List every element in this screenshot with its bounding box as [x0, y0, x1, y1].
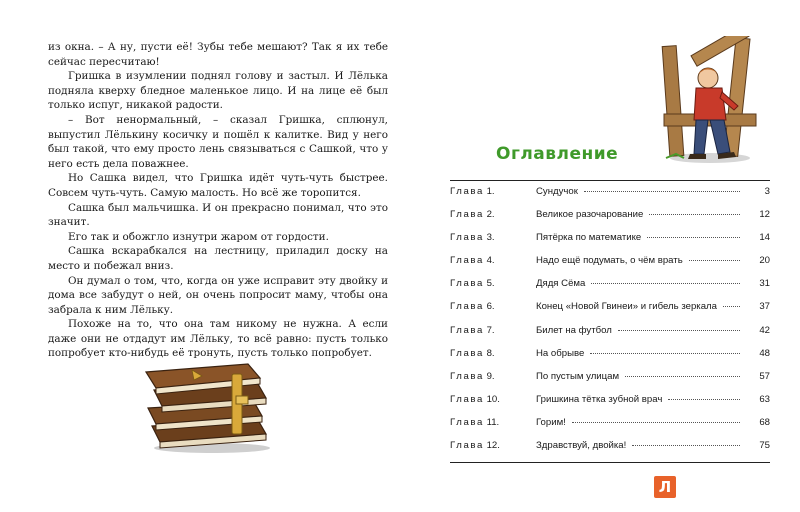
chapter-page: 37 [759, 301, 770, 313]
leader-dots [572, 422, 740, 423]
chapter-title: Дядя Сёма [536, 278, 586, 290]
chapter-page: 42 [759, 324, 770, 336]
toc-row [450, 232, 770, 255]
toc-row [450, 394, 770, 417]
chapter-index: 8. [486, 347, 495, 359]
chapter-number [450, 371, 536, 382]
chapter-index: 10. [486, 393, 500, 405]
chapter-prefix: Глава [450, 255, 484, 267]
leader-dots [668, 399, 740, 400]
chapter-number [450, 325, 536, 336]
chapter-page: 12 [759, 209, 770, 221]
chapter-number [450, 348, 536, 359]
chapter-number [450, 232, 536, 243]
chapter-prefix: Глава [450, 209, 484, 221]
chapter-title: По пустым улицам [536, 370, 620, 382]
toc-row [450, 278, 770, 301]
chapter-title: Гришкина тётка зубной врач [536, 393, 663, 405]
chapter-page: 68 [759, 416, 770, 428]
toc-row [450, 209, 770, 232]
leader-dots [591, 283, 740, 284]
chapter-title: Горим! [536, 416, 566, 428]
book-stack-illustration [140, 356, 280, 456]
chapter-title: Надо ещё подумать, о чём врать [536, 255, 683, 267]
leader-dots [625, 376, 740, 377]
chapter-title: На обрыве [536, 347, 585, 359]
leader-dots [618, 330, 740, 331]
chapter-index: 5. [486, 278, 495, 290]
chapter-prefix: Глава [450, 186, 484, 197]
toc-row [450, 301, 770, 324]
table-of-contents [450, 186, 770, 463]
chapter-page: 48 [759, 347, 770, 359]
chapter-page: 31 [759, 278, 770, 290]
paragraph: Но Сашка видел, что Гришка идёт чуть-чуть быстрее. Совсем чуть-чуть. Самую малость. Но всё же торопится. [48, 172, 388, 199]
toc-row [450, 186, 770, 209]
paragraph: Сашка был мальчишка. И он прекрасно понимал, что это значит. [48, 201, 388, 229]
chapter-prefix: Глава [450, 347, 484, 359]
paragraph: – Вот ненормальный, – сказал Гришка, сплюнул, выпустил Лёлькину косичку и пошёл к калитке. Вид у него был такой, что ему просто лень связываться с Сашкой, что у него есть дела поважнее. [48, 113, 388, 170]
boy-with-planks-illustration [660, 36, 760, 166]
chapter-index: 6. [486, 301, 495, 313]
chapter-number [450, 278, 536, 289]
chapter-title: Великое разочарование [536, 209, 644, 221]
chapter-index: 2. [486, 209, 495, 221]
chapter-page: 75 [759, 440, 770, 452]
chapter-index: 9. [486, 370, 495, 382]
toc-row [450, 348, 770, 371]
chapter-index: 1. [486, 186, 495, 197]
chapter-number [450, 417, 536, 428]
chapter-number [450, 186, 536, 197]
chapter-page: 57 [759, 370, 770, 382]
toc-bottom-rule [450, 462, 770, 463]
chapter-prefix: Глава [450, 301, 484, 313]
toc-row [450, 440, 770, 463]
leader-dots [647, 237, 740, 238]
paragraph: из окна. – А ну, пусти её! Зубы тебе мешают? Так я их тебе сейчас пересчитаю! [48, 41, 388, 68]
chapter-title: Билет на футбол [536, 324, 612, 336]
paragraph: Сашка вскарабкался на лестницу, приладил доску на место и побежал вниз. [48, 245, 388, 272]
chapter-title: Сундучок [536, 186, 578, 197]
chapter-index: 4. [486, 255, 495, 267]
toc-row [450, 325, 770, 348]
chapter-index: 3. [486, 232, 495, 244]
chapter-number [450, 394, 536, 405]
paragraph: Он думал о том, что, когда он уже исправит эту двойку и дома все забудут о ней, он очень попросит маму, чтобы она забрала к ним Лёльку. [48, 274, 388, 316]
chapter-index: 7. [486, 324, 495, 336]
chapter-page: 20 [759, 255, 770, 267]
chapter-number [450, 255, 536, 266]
chapter-index: 12. [486, 440, 500, 452]
chapter-page: 63 [759, 393, 770, 405]
leader-dots [632, 445, 740, 446]
chapter-number [450, 440, 536, 451]
chapter-title: Здравствуй, двойка! [536, 440, 627, 452]
chapter-page: 14 [759, 232, 770, 244]
toc-row [450, 371, 770, 394]
chapter-page: 3 [764, 186, 770, 197]
leader-dots [723, 306, 740, 307]
story-text [48, 40, 388, 361]
chapter-index: 11. [486, 416, 500, 428]
paragraph: Похоже на то, что она там никому не нужна. А если даже они не отдадут им Лёльку, то всё равно: пусть только попробует кто-нибудь её тронуть, пусть только попробует. [48, 318, 388, 360]
leader-dots [590, 353, 740, 354]
toc-row [450, 417, 770, 440]
chapter-prefix: Глава [450, 416, 484, 428]
chapter-prefix: Глава [450, 278, 484, 290]
chapter-prefix: Глава [450, 232, 484, 244]
publisher-logo-icon: Л [654, 476, 676, 498]
paragraph: Гришка в изумлении поднял голову и застыл. И Лёлька подняла кверху бледное маленькое лицо. И на лице её был только испуг, никакой радости. [48, 70, 388, 112]
leader-dots [584, 191, 740, 192]
toc-row [450, 255, 770, 278]
chapter-title: Конец «Новой Гвинеи» и гибель зеркала [536, 301, 717, 313]
toc-title: Оглавление [496, 144, 619, 164]
leader-dots [689, 260, 740, 261]
chapter-number [450, 209, 536, 220]
chapter-prefix: Глава [450, 393, 484, 405]
chapter-number [450, 301, 536, 312]
leader-dots [649, 214, 740, 215]
chapter-prefix: Глава [450, 440, 484, 452]
chapter-prefix: Глава [450, 370, 484, 382]
chapter-prefix: Глава [450, 324, 484, 336]
right-page [400, 0, 800, 512]
toc-top-rule [450, 180, 770, 181]
paragraph: Его так и обожгло изнутри жаром от гордости. [68, 230, 329, 243]
chapter-title: Пятёрка по математике [536, 232, 642, 244]
